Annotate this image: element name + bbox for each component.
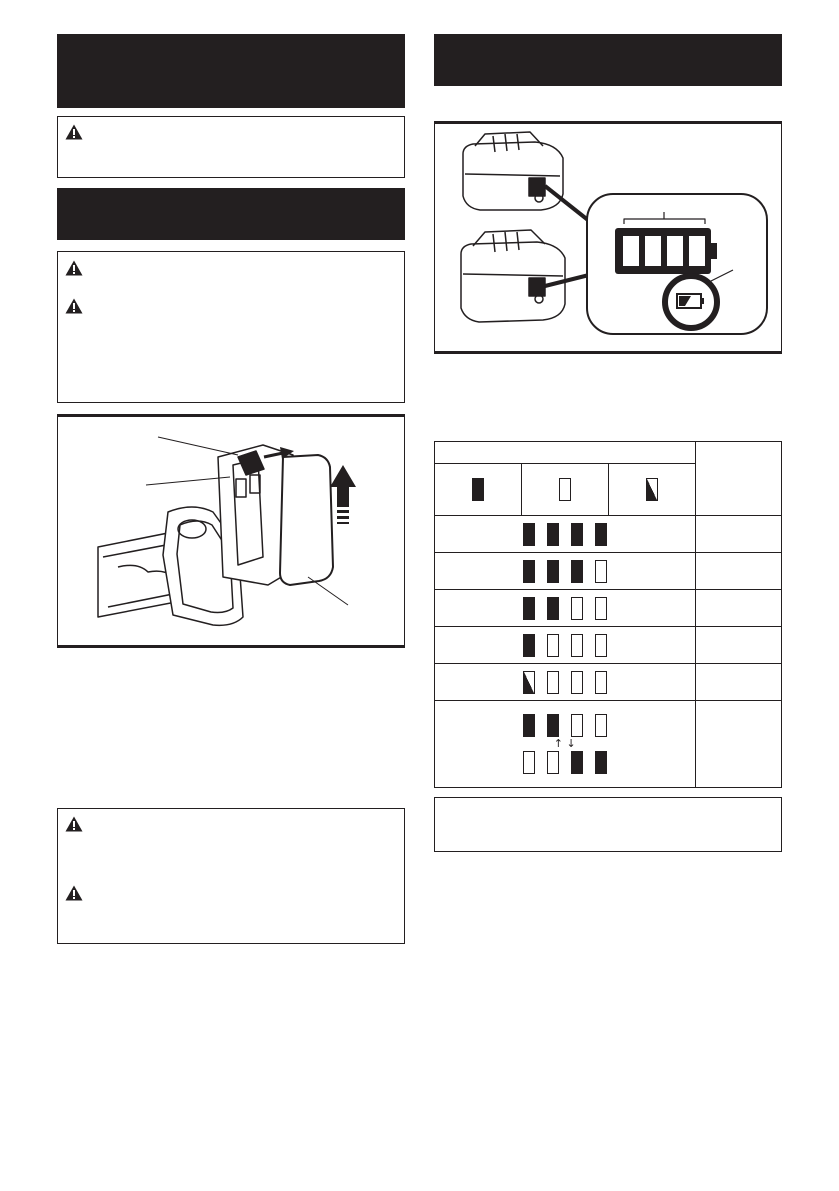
warning-triangle-icon bbox=[65, 885, 83, 901]
battery-indicator-illustration bbox=[435, 124, 781, 351]
table-header-remaining-capacity bbox=[695, 442, 781, 516]
table-row bbox=[435, 627, 782, 664]
header-lamp-off bbox=[521, 464, 608, 516]
table-row bbox=[435, 664, 782, 701]
battery-removal-illustration bbox=[58, 417, 404, 645]
table-row bbox=[435, 701, 782, 788]
battery-indicator-figure bbox=[434, 121, 782, 354]
header-lamp-blinking bbox=[608, 464, 695, 516]
note-box bbox=[434, 797, 782, 852]
section-header-bar-right bbox=[434, 34, 782, 86]
section-header-bar-1 bbox=[57, 34, 405, 108]
indicator-lamp-table bbox=[434, 441, 782, 788]
warning-triangle-icon bbox=[65, 260, 83, 276]
warning-box-3 bbox=[57, 808, 405, 944]
indicator-lamp-4 bbox=[689, 236, 705, 266]
warning-triangle-icon bbox=[65, 816, 83, 832]
warning-box-2 bbox=[57, 251, 405, 403]
alternating-arrows: ↑ ↓ bbox=[553, 737, 576, 750]
table-row bbox=[435, 590, 782, 627]
table-header-indicator-lamps bbox=[435, 442, 696, 464]
indicator-lamp-3 bbox=[667, 236, 683, 266]
indicator-lamp-2 bbox=[645, 236, 661, 266]
warning-triangle-icon bbox=[65, 124, 83, 140]
header-lamp-lit bbox=[435, 464, 522, 516]
table-row bbox=[435, 516, 782, 553]
table-row bbox=[435, 553, 782, 590]
section-header-bar-2 bbox=[57, 188, 405, 240]
battery-removal-figure bbox=[57, 414, 405, 648]
warning-box-1 bbox=[57, 116, 405, 178]
indicator-lamp-1 bbox=[623, 236, 639, 266]
warning-triangle-icon bbox=[65, 298, 83, 314]
